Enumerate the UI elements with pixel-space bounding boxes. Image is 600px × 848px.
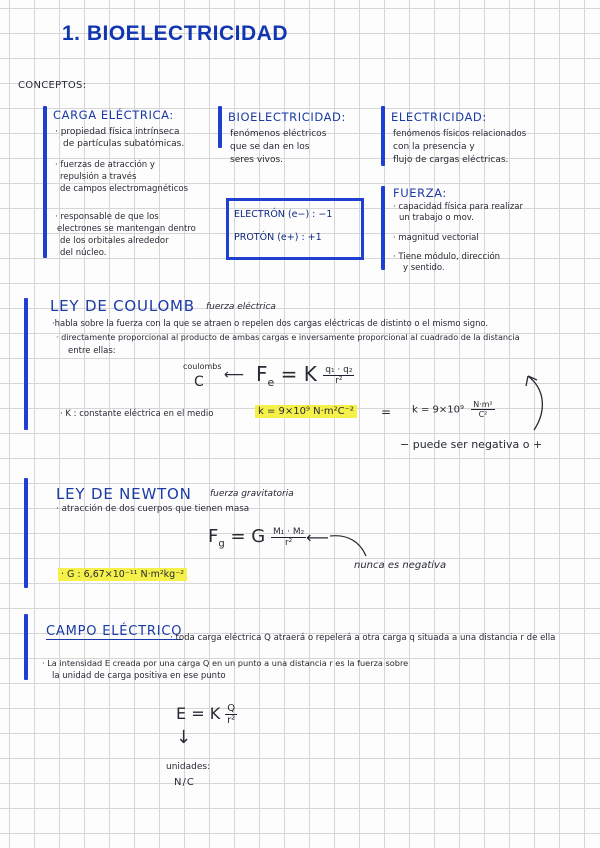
bio-line-3: seres vivos. bbox=[230, 155, 284, 165]
coulomb-formula-den: r² bbox=[335, 376, 343, 386]
curved-arrow-icon bbox=[512, 372, 552, 432]
units-value: N/C bbox=[174, 777, 195, 788]
newton-g-value: · G : 6,67×10⁻¹¹ N·m²kg⁻² bbox=[58, 568, 187, 581]
coulomb-line-1: ·habla sobre la fuerza con la que se atraen o repelen dos cargas eléctricas de distinto o el mismo signo. bbox=[52, 318, 489, 328]
coulomb-subtitle: fuerza eléctrica bbox=[206, 302, 276, 312]
newton-line-1: · atracción de dos cuerpos que tienen masa bbox=[56, 504, 250, 514]
fuerza-line-3: · magnitud vectorial bbox=[393, 233, 479, 243]
coulomb-line-2: · directamente proporcional al producto de ambas cargas e inversamente proporcional al cuadrado de la distancia bbox=[56, 332, 520, 342]
bio-heading: BIOELECTRICIDAD: bbox=[228, 110, 346, 124]
newton-formula-lhs: F bbox=[208, 526, 219, 547]
coulomb-k-eq: = bbox=[381, 405, 392, 419]
carga-line-4: repulsión a través bbox=[60, 172, 137, 182]
electricidad-line-3: flujo de cargas eléctricas. bbox=[393, 155, 509, 165]
fuerza-bar bbox=[381, 186, 385, 270]
coulomb-k-right-value: k = 9×10⁹ bbox=[412, 404, 465, 416]
coulomb-k-right bbox=[412, 400, 495, 419]
electricidad-bar bbox=[381, 106, 385, 166]
fuerza-line-4: · Tiene módulo, dirección bbox=[393, 252, 501, 262]
coulomb-formula-lhs: F bbox=[256, 362, 268, 386]
newton-arrow: ⟵ bbox=[306, 528, 329, 547]
campo-line-3: la unidad de carga positiva en ese punto bbox=[52, 671, 226, 681]
newton-formula bbox=[208, 526, 306, 550]
units-label: unidades: bbox=[166, 762, 211, 772]
carga-line-6: · responsable de que los bbox=[55, 212, 159, 222]
coulomb-formula-sub: e bbox=[267, 376, 275, 389]
newton-bar bbox=[24, 478, 28, 588]
page-title: 1. BIOELECTRICIDAD bbox=[62, 22, 289, 45]
fuerza-line-5: y sentido. bbox=[403, 263, 445, 273]
campo-formula-lhs: E = K bbox=[176, 704, 221, 723]
carga-bar bbox=[43, 106, 47, 258]
campo-line-1: · toda carga eléctrica Q atraerá o repelerá a otra carga q situada a una distancia r de ella bbox=[170, 633, 556, 643]
newton-formula-eq: = G bbox=[230, 526, 266, 547]
coulombs-label: coulombs bbox=[183, 362, 222, 371]
fuerza-line-1: · capacidad física para realizar bbox=[393, 202, 523, 212]
campo-line-2: · La intensidad E creada por una carga Q en un punto a una distancia r es la fuerza sobre bbox=[42, 658, 409, 668]
coulomb-formula-eq: = K bbox=[280, 362, 317, 386]
carga-line-3: · fuerzas de atracción y bbox=[55, 160, 155, 170]
electricidad-line-2: con la presencia y bbox=[393, 142, 475, 152]
campo-formula-den: r² bbox=[227, 715, 236, 726]
campo-heading: CAMPO ELÉCTRICO bbox=[46, 624, 183, 639]
campo-formula bbox=[176, 703, 237, 726]
carga-line-8: de los orbitales alrededor bbox=[60, 236, 169, 246]
newton-curve-line bbox=[330, 530, 370, 560]
newton-subtitle: fuerza gravitatoria bbox=[210, 489, 294, 499]
carga-line-5: de campos electromagnéticos bbox=[60, 184, 189, 194]
coulomb-k-value: k = 9×10⁹ N·m²C⁻² bbox=[255, 405, 357, 418]
coulomb-formula bbox=[256, 362, 354, 389]
coulomb-k-label: · K : constante eléctrica en el medio bbox=[60, 409, 214, 419]
electron-proton-box bbox=[226, 198, 364, 260]
coulombs-unit: C bbox=[194, 374, 204, 390]
newton-formula-den: r² bbox=[284, 537, 293, 548]
coulomb-line-3: entre ellas: bbox=[68, 346, 116, 356]
coulomb-formula-num: q₁ · q₂ bbox=[325, 365, 353, 375]
carga-line-9: del núcleo. bbox=[60, 248, 107, 258]
bio-bar bbox=[218, 106, 222, 148]
coulomb-bar bbox=[24, 298, 28, 430]
electron-value: ELECTRÓN (e−) : −1 bbox=[234, 209, 333, 220]
coulomb-k-right-den: C² bbox=[478, 410, 488, 419]
down-arrow-icon: ↓ bbox=[176, 727, 192, 748]
newton-note: nunca es negativa bbox=[354, 560, 447, 571]
carga-line-2: de partículas subatómicas. bbox=[63, 139, 185, 149]
fuerza-heading: FUERZA: bbox=[393, 186, 447, 200]
campo-formula-num: Q bbox=[227, 703, 236, 714]
coulomb-k-right-num: N·m² bbox=[473, 400, 493, 409]
coulomb-note: − puede ser negativa o + bbox=[400, 438, 543, 451]
newton-formula-num: M₁ · M₂ bbox=[272, 526, 305, 537]
coulomb-heading: LEY DE COULOMB bbox=[50, 297, 195, 315]
carga-line-1: · propiedad física intrínseca bbox=[55, 127, 180, 137]
bio-line-2: que se dan en los bbox=[230, 142, 310, 152]
coulomb-arrow: ⟵ bbox=[224, 367, 245, 383]
proton-value: PROTÓN (e+) : +1 bbox=[234, 232, 322, 243]
campo-bar bbox=[24, 614, 28, 680]
newton-formula-sub: g bbox=[218, 538, 225, 550]
newton-heading: LEY DE NEWTON bbox=[56, 485, 192, 503]
electricidad-heading: ELECTRICIDAD: bbox=[391, 110, 487, 124]
carga-heading: CARGA ELÉCTRICA: bbox=[53, 108, 174, 122]
fuerza-line-2: un trabajo o mov. bbox=[399, 213, 474, 223]
electricidad-line-1: fenómenos físicos relacionados bbox=[393, 129, 527, 139]
bio-line-1: fenómenos eléctricos bbox=[230, 129, 327, 139]
carga-line-7: electrones se mantengan dentro bbox=[57, 224, 196, 234]
conceptos-label: CONCEPTOS: bbox=[18, 80, 87, 91]
